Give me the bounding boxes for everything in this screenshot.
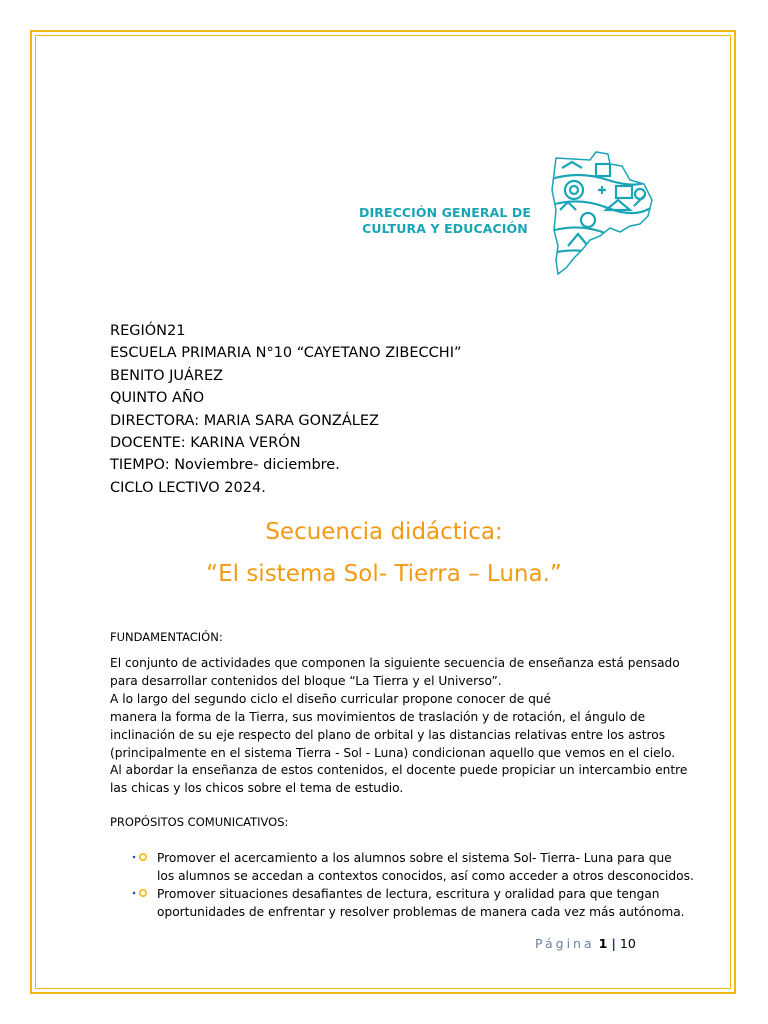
school-info-block bbox=[110, 320, 461, 499]
paragraph-line: Al abordar la enseñanza de estos contenidos, el docente puede propiciar un intercambio entre bbox=[110, 763, 688, 778]
paragraph-line: El conjunto de actividades que componen la siguiente secuencia de enseñanza está pensado bbox=[110, 656, 680, 670]
time-line: TIEMPO: Noviembre- diciembre. bbox=[110, 457, 340, 474]
list-item-line: oportunidades de enfrentar y resolver problemas de manera cada vez más autónoma. bbox=[157, 904, 685, 919]
director-line: DIRECTORA: MARIA SARA GONZÁLEZ bbox=[110, 412, 379, 429]
propositos-list bbox=[130, 850, 694, 922]
grade-line: QUINTO AÑO bbox=[110, 390, 205, 407]
region-line: REGIÓN21 bbox=[110, 323, 186, 339]
fundamentacion-heading: FUNDAMENTACIÓN: bbox=[110, 630, 223, 644]
document-title-line-1: Secuencia didáctica: bbox=[265, 519, 503, 545]
list-item bbox=[130, 850, 694, 886]
page-number: 1 bbox=[598, 936, 608, 951]
list-item-line: los alumnos se accedan a contextos conocidos, así como acceder a otros desconocidos. bbox=[157, 868, 694, 883]
propositos-heading: PROPÓSITOS COMUNICATIVOS: bbox=[110, 815, 289, 829]
paragraph-line: manera la forma de la Tierra, sus movimientos de traslación y de rotación, el ángulo de bbox=[110, 709, 646, 724]
bullet-icon bbox=[130, 850, 154, 864]
bullet-icon bbox=[130, 886, 154, 900]
teacher-line: DOCENTE: KARINA VERÓN bbox=[110, 435, 301, 452]
page-footer bbox=[535, 936, 636, 951]
paragraph-line: inclinación de su eje respecto del plano de orbital y las distancias relativas entre los astros bbox=[110, 727, 666, 742]
fundamentacion-paragraph bbox=[110, 655, 688, 798]
page-label: Página bbox=[535, 936, 595, 951]
list-item-line: Promover situaciones desafiantes de lectura, escritura y oralidad para que tengan bbox=[157, 886, 660, 901]
document-title-line-2: “El sistema Sol- Tierra – Luna.” bbox=[206, 561, 562, 587]
list-item-line: Promover el acercamiento a los alumnos sobre el sistema Sol- Tierra- Luna para que bbox=[157, 851, 672, 865]
paragraph-line: A lo largo del segundo ciclo el diseño curricular propone conocer de qué bbox=[110, 691, 552, 706]
paragraph-line: (principalmente en el sistema Tierra - Sol - Luna) condicionan aquello que vemos en el cielo. bbox=[110, 745, 676, 760]
city-line: BENITO JUÁREZ bbox=[110, 367, 224, 384]
paragraph-line: las chicas y los chicos sobre el tema de estudio. bbox=[110, 781, 404, 796]
cycle-line: CICLO LECTIVO 2024. bbox=[110, 479, 266, 496]
page-separator: | bbox=[611, 936, 616, 951]
school-line: ESCUELA PRIMARIA N°10 “CAYETANO ZIBECCHI” bbox=[110, 345, 462, 362]
logo-line-1: DIRECCIÓN GENERAL DE bbox=[359, 205, 531, 220]
institution-logo-text bbox=[356, 205, 534, 237]
list-item bbox=[130, 886, 694, 922]
paragraph-line: para desarrollar contenidos del bloque “La Tierra y el Universo”. bbox=[110, 673, 502, 688]
total-pages: 10 bbox=[619, 936, 636, 951]
logo-line-2: CULTURA Y EDUCACIÓN bbox=[362, 221, 528, 236]
buenos-aires-province-map-icon bbox=[548, 150, 656, 278]
